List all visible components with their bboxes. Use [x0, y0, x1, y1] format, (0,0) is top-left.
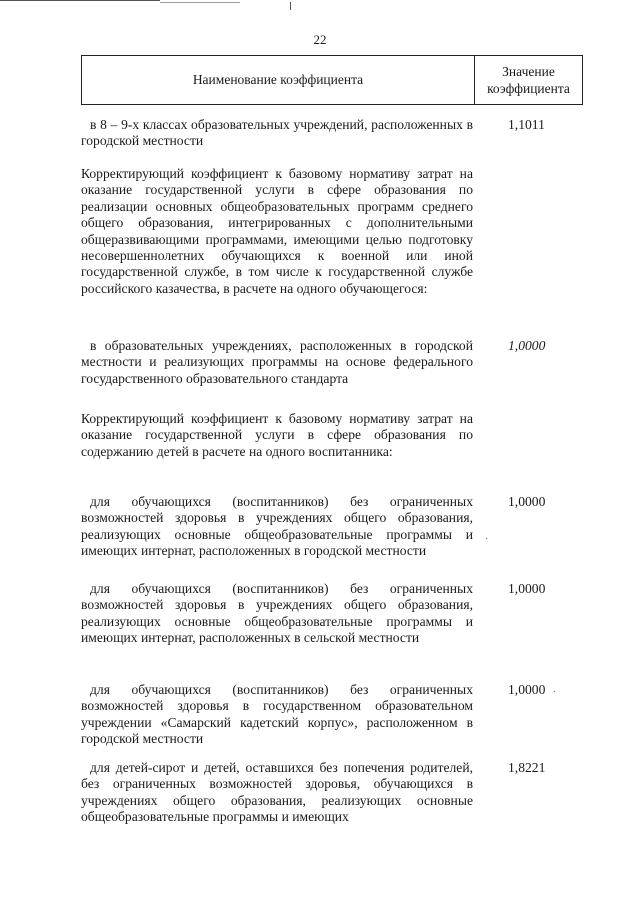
coefficient-value: 1,0000 [508, 494, 546, 509]
scan-speck: · [485, 534, 489, 545]
page-number: 22 [313, 32, 327, 47]
coefficient-description: для обучающихся (воспитанников) без ограниченных возможностей здоровья в учреждениях общего образования, реализующих основные общеобразовательные программы и имеющих интернат, расположенных в сельской местности [81, 581, 473, 646]
coefficient-description: для детей-сирот и детей, оставшихся без попечения родителей, без ограниченных возможностей здоровья, обучающихся в учреждениях общего образования, реализующих основные общеобразовательные программы и имеющих [81, 760, 473, 825]
coefficient-description: в образовательных учреждениях, расположенных в городской местности и реализующих программы на основе федерального государственного образовательного стандарта [81, 338, 473, 386]
table-header [81, 55, 583, 105]
scan-artifact-line [0, 0, 160, 1]
coefficient-value: 1,0000 [508, 682, 546, 697]
column-header-name: Наименование коэффициента [82, 56, 475, 104]
coefficient-description: для обучающихся (воспитанников) без ограниченных возможностей здоровья в учреждениях общего образования, реализующих основные общеобразовательные программы и имеющих интернат, расположенных в городской местности [81, 494, 473, 559]
coefficient-value: 1,0000 [508, 338, 546, 353]
coefficient-section-heading: Корректирующий коэффициент к базовому нормативу затрат на оказание государственной услуги в сфере образования по реализации основных общеобразовательных программ среднего общего образования, интегрированных с дополнительными общеразвивающими программами, имеющими целью подготовку несовершеннолетних обучающихся к военной или иной государственной службе, в том числе к государственной службе российского казачества, в расчете на одного обучающегося: [81, 166, 473, 296]
column-header-value [475, 56, 582, 104]
coefficient-value: 1,1011 [508, 117, 545, 132]
coefficient-value: 1,8221 [508, 760, 546, 775]
coefficient-description: в 8 – 9-х классах образовательных учреждений, расположенных в городской местности [81, 117, 473, 149]
scan-artifact-mark [290, 2, 291, 10]
scan-speck: . [553, 684, 556, 695]
column-header-value-label: Значение коэффициента [487, 64, 570, 96]
coefficient-section-heading: Корректирующий коэффициент к базовому нормативу затрат на оказание государственной услуги в сфере образования по содержанию детей в расчете на одного воспитанника: [81, 411, 473, 459]
coefficient-value: 1,0000 [508, 581, 546, 596]
coefficient-description: для обучающихся (воспитанников) без ограниченных возможностей здоровья в государственном образовательном учреждении «Самарский кадетский корпус», расположенном в городской местности [81, 682, 473, 747]
scan-artifact-line [160, 2, 240, 3]
